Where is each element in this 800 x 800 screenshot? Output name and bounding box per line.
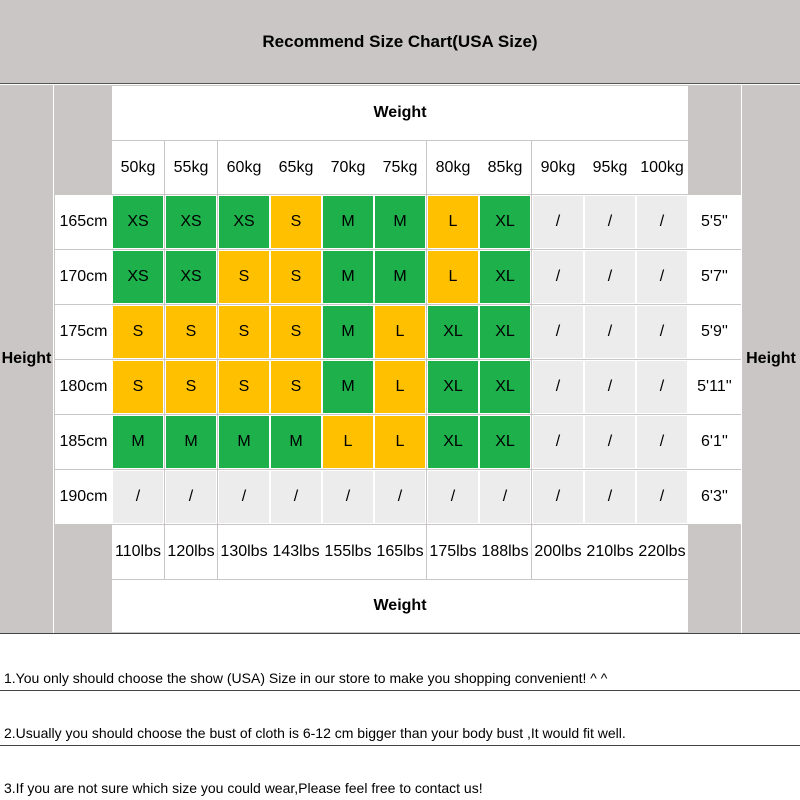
size-cell: M	[374, 250, 426, 304]
size-cell: M	[322, 305, 374, 359]
size-cell: S	[270, 305, 322, 359]
size-cell: /	[584, 415, 636, 469]
height-cm-cell: 175cm	[55, 305, 112, 359]
size-cell: XL	[479, 360, 531, 414]
size-cell: S	[112, 305, 164, 359]
kg-header-cell: 80kg	[427, 141, 479, 194]
kg-header-cell: 90kg	[532, 141, 584, 194]
height-ft-cell: 6'3''	[688, 470, 741, 524]
size-cell: M	[322, 250, 374, 304]
divider	[0, 690, 800, 691]
size-cell: L	[427, 195, 479, 249]
size-cell: /	[322, 470, 374, 524]
bottom-weight-header	[112, 580, 688, 632]
right-height-label: Height	[746, 350, 796, 367]
height-cm-cell: 165cm	[55, 195, 112, 249]
height-ft-cell: 5'11''	[688, 360, 741, 414]
size-cell: XL	[479, 195, 531, 249]
left-height-label: Height	[1, 350, 52, 367]
size-cell: L	[374, 360, 426, 414]
size-cell: /	[218, 470, 270, 524]
kg-header-cell: 65kg	[270, 141, 322, 194]
size-cell: /	[636, 360, 688, 414]
divider	[0, 633, 800, 634]
size-cell: /	[636, 250, 688, 304]
size-cell: XS	[218, 195, 270, 249]
size-cell: XS	[165, 250, 217, 304]
size-cell: /	[270, 470, 322, 524]
size-cell: /	[165, 470, 217, 524]
kg-header-cell: 95kg	[584, 141, 636, 194]
size-cell: M	[112, 415, 164, 469]
lbs-header-cell: 200lbs	[532, 525, 584, 579]
size-cell: /	[584, 360, 636, 414]
size-cell: /	[374, 470, 426, 524]
size-cell: XL	[427, 360, 479, 414]
size-cell: XS	[112, 195, 164, 249]
size-cell: /	[532, 470, 584, 524]
size-cell: L	[427, 250, 479, 304]
height-ft-cell: 5'7''	[688, 250, 741, 304]
size-cell: /	[636, 305, 688, 359]
size-cell: M	[322, 360, 374, 414]
size-cell: /	[532, 250, 584, 304]
size-cell: /	[532, 360, 584, 414]
lbs-header-cell: 175lbs	[427, 525, 479, 579]
lbs-header-cell: 155lbs	[322, 525, 374, 579]
size-cell: XL	[427, 415, 479, 469]
size-cell: M	[218, 415, 270, 469]
note-1: 1.You only should choose the show (USA) Size in our store to make you shopping convenient! ^ ^	[4, 670, 608, 686]
size-cell: M	[165, 415, 217, 469]
height-cm-cell: 180cm	[55, 360, 112, 414]
size-cell: M	[270, 415, 322, 469]
divider	[0, 745, 800, 746]
size-cell: S	[270, 195, 322, 249]
size-cell: L	[374, 415, 426, 469]
size-cell: S	[165, 360, 217, 414]
size-cell: S	[218, 305, 270, 359]
height-cm-cell: 185cm	[55, 415, 112, 469]
size-cell: /	[584, 305, 636, 359]
top-weight-header	[112, 86, 688, 140]
right-height-column	[741, 85, 800, 633]
size-cell: XL	[479, 250, 531, 304]
size-cell: M	[322, 195, 374, 249]
lbs-header-cell: 130lbs	[218, 525, 270, 579]
size-cell: S	[218, 360, 270, 414]
size-cell: L	[322, 415, 374, 469]
lbs-header-cell: 210lbs	[584, 525, 636, 579]
size-cell: XS	[165, 195, 217, 249]
size-cell: /	[532, 415, 584, 469]
size-cell: S	[218, 250, 270, 304]
size-cell: XL	[479, 415, 531, 469]
height-cm-cell: 190cm	[55, 470, 112, 524]
size-cell: /	[584, 250, 636, 304]
top-weight-label: Weight	[373, 104, 427, 121]
height-ft-cell: 6'1''	[688, 415, 741, 469]
size-cell: /	[479, 470, 531, 524]
size-cell: /	[112, 470, 164, 524]
kg-header-cell: 70kg	[322, 141, 374, 194]
kg-header-cell: 50kg	[112, 141, 164, 194]
size-cell: S	[270, 250, 322, 304]
size-cell: M	[374, 195, 426, 249]
size-cell: /	[636, 415, 688, 469]
size-cell: /	[636, 470, 688, 524]
size-cell: /	[427, 470, 479, 524]
lbs-header-cell: 188lbs	[479, 525, 531, 579]
kg-header-cell: 55kg	[165, 141, 217, 194]
size-cell: /	[584, 470, 636, 524]
size-cell: S	[112, 360, 164, 414]
size-cell: XS	[112, 250, 164, 304]
size-cell: /	[532, 195, 584, 249]
lbs-header-cell: 143lbs	[270, 525, 322, 579]
kg-header-cell: 85kg	[479, 141, 531, 194]
height-ft-cell: 5'5''	[688, 195, 741, 249]
size-cell: S	[270, 360, 322, 414]
lbs-header-cell: 110lbs	[112, 525, 164, 579]
size-cell: XL	[427, 305, 479, 359]
kg-header-cell: 75kg	[374, 141, 426, 194]
height-cm-cell: 170cm	[55, 250, 112, 304]
title-bar	[0, 0, 800, 84]
chart-title: Recommend Size Chart(USA Size)	[262, 31, 538, 51]
size-cell: /	[584, 195, 636, 249]
size-cell: /	[532, 305, 584, 359]
size-cell: /	[636, 195, 688, 249]
size-cell: S	[165, 305, 217, 359]
size-cell: L	[374, 305, 426, 359]
height-ft-cell: 5'9''	[688, 305, 741, 359]
lbs-header-cell: 220lbs	[636, 525, 688, 579]
lbs-header-cell: 120lbs	[165, 525, 217, 579]
kg-header-cell: 100kg	[636, 141, 688, 194]
lbs-header-cell: 165lbs	[374, 525, 426, 579]
bottom-weight-label: Weight	[373, 597, 427, 614]
note-2: 2.Usually you should choose the bust of cloth is 6-12 cm bigger than your body bust ,It would fit well.	[4, 725, 626, 741]
size-cell: XL	[479, 305, 531, 359]
kg-header-cell: 60kg	[218, 141, 270, 194]
note-3: 3.If you are not sure which size you could wear,Please feel free to contact us!	[4, 780, 483, 796]
left-height-column	[0, 85, 54, 633]
